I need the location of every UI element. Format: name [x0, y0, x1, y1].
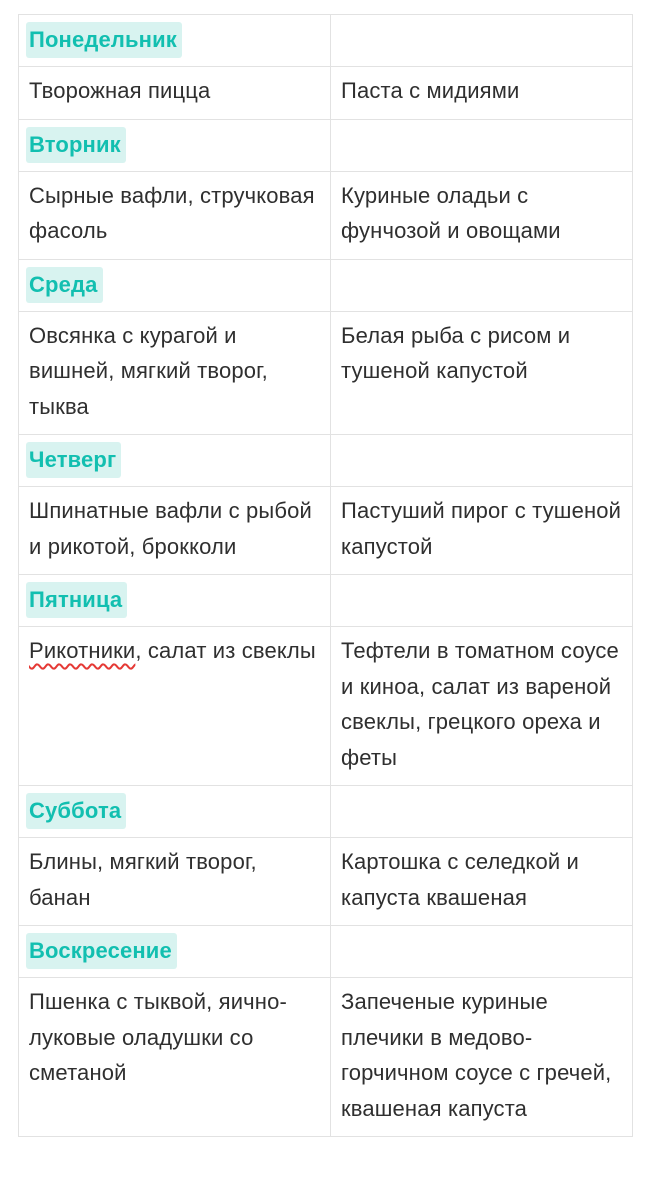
day-row-saturday [19, 786, 633, 838]
meal-cell-1[interactable]: Шпинатные вафли с рыбой и рикотой, брокколи [19, 487, 331, 575]
day-cell [19, 786, 331, 838]
day-row-tuesday [19, 119, 633, 171]
day-label-tuesday: Вторник [26, 127, 126, 163]
day-cell [19, 575, 331, 627]
empty-cell [331, 15, 633, 67]
meal-row-sunday [19, 978, 633, 1137]
meal-row-monday [19, 67, 633, 120]
meal-cell-1[interactable]: Сырные вафли, стручковая фасоль [19, 171, 331, 259]
meal-row-thursday [19, 487, 633, 575]
meal-row-wednesday [19, 311, 633, 435]
day-label-saturday: Суббота [26, 793, 126, 829]
empty-cell [331, 119, 633, 171]
meal-text: , салат из свеклы [135, 638, 316, 663]
meal-row-saturday [19, 838, 633, 926]
meal-cell-2[interactable]: Паста с мидиями [331, 67, 633, 120]
empty-cell [331, 259, 633, 311]
meal-cell-2[interactable]: Картошка с селедкой и капуста квашеная [331, 838, 633, 926]
empty-cell [331, 575, 633, 627]
day-row-sunday [19, 926, 633, 978]
misspelled-word[interactable]: Рикотники [29, 638, 136, 663]
meal-cell-2[interactable]: Куриные оладьи с фунчозой и овощами [331, 171, 633, 259]
day-row-friday [19, 575, 633, 627]
day-label-sunday: Воскресение [26, 933, 177, 969]
meal-cell-1[interactable]: Пшенка с тыквой, яично-луковые оладушки со сметаной [19, 978, 331, 1137]
empty-cell [331, 786, 633, 838]
day-row-thursday [19, 435, 633, 487]
weekly-menu-table [18, 14, 633, 1137]
meal-cell-2[interactable]: Запеченые куриные плечики в медово-горчичном соусе с гречей, квашеная капуста [331, 978, 633, 1137]
day-cell [19, 259, 331, 311]
meal-cell-1[interactable]: Овсянка с курагой и вишней, мягкий творог, тыква [19, 311, 331, 435]
day-row-monday [19, 15, 633, 67]
day-cell [19, 15, 331, 67]
day-label-thursday: Четверг [26, 442, 121, 478]
meal-row-tuesday [19, 171, 633, 259]
meal-cell-2[interactable]: Пастуший пирог с тушеной капустой [331, 487, 633, 575]
meal-row-friday [19, 627, 633, 786]
day-label-friday: Пятница [26, 582, 127, 618]
day-cell [19, 926, 331, 978]
day-row-wednesday [19, 259, 633, 311]
empty-cell [331, 435, 633, 487]
meal-cell-2[interactable]: Тефтели в томатном соусе и киноа, салат из вареной свеклы, грецкого ореха и феты [331, 627, 633, 786]
day-label-monday: Понедельник [26, 22, 182, 58]
empty-cell [331, 926, 633, 978]
day-cell [19, 119, 331, 171]
meal-cell-2[interactable]: Белая рыба с рисом и тушеной капустой [331, 311, 633, 435]
meal-cell-1[interactable]: Блины, мягкий творог, банан [19, 838, 331, 926]
meal-cell-1[interactable]: Творожная пицца [19, 67, 331, 120]
day-label-wednesday: Среда [26, 267, 103, 303]
meal-cell-1[interactable] [19, 627, 331, 786]
day-cell [19, 435, 331, 487]
